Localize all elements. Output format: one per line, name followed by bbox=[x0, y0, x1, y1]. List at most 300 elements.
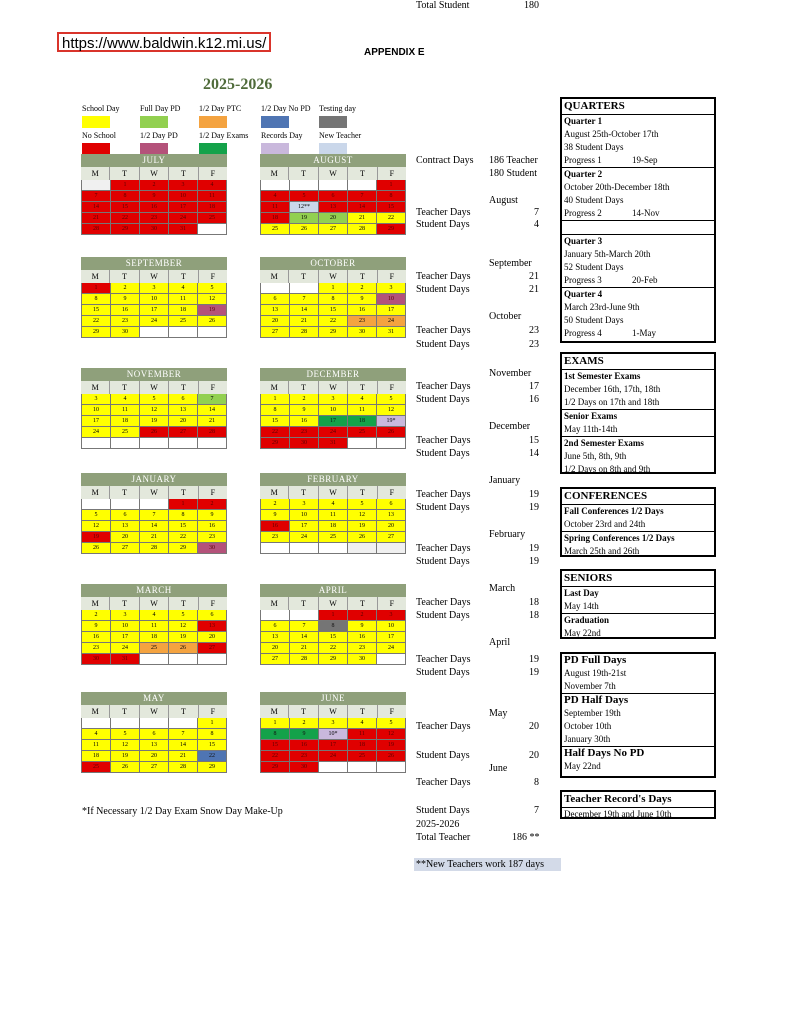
day-cell bbox=[260, 283, 290, 294]
month-name: JUNE bbox=[260, 692, 406, 705]
box-row-text: 40 Student Days bbox=[564, 195, 624, 205]
day-cell bbox=[348, 762, 377, 773]
conferences-box bbox=[560, 487, 716, 557]
week-row bbox=[81, 416, 227, 427]
week-row bbox=[260, 610, 406, 621]
box-row-text: Progress 4 bbox=[564, 328, 602, 338]
day-cell bbox=[111, 438, 140, 449]
day-cell: 15 bbox=[319, 632, 348, 643]
box-row bbox=[562, 396, 714, 409]
weekday-header bbox=[81, 167, 227, 180]
day-cell: 14 bbox=[81, 202, 111, 213]
month-may bbox=[81, 692, 227, 773]
day-cell: 30 bbox=[290, 438, 319, 449]
day-cell: 9 bbox=[111, 294, 140, 305]
day-count-text: 186 Teacher bbox=[489, 155, 538, 166]
day-cell: 25 bbox=[260, 224, 290, 235]
box-row bbox=[562, 261, 714, 274]
day-cell: 16 bbox=[81, 632, 111, 643]
day-cell: 31 bbox=[319, 438, 348, 449]
day-count-text: 19 bbox=[529, 502, 539, 513]
week-row bbox=[81, 180, 227, 191]
day-cell bbox=[260, 543, 290, 554]
day-cell: 27 bbox=[198, 643, 227, 654]
day-cell: 10 bbox=[169, 191, 198, 202]
week-row bbox=[81, 294, 227, 305]
day-cell: 23 bbox=[290, 751, 319, 762]
day-cell: 16 bbox=[348, 632, 377, 643]
box-row bbox=[562, 248, 714, 261]
day-cell: 1 bbox=[111, 180, 140, 191]
day-count-text: 4 bbox=[534, 219, 539, 230]
day-cell bbox=[198, 654, 227, 665]
day-cell: 2 bbox=[198, 499, 227, 510]
day-cell: 27 bbox=[319, 224, 348, 235]
day-cell: 19 bbox=[140, 416, 169, 427]
day-cell bbox=[81, 438, 111, 449]
box-row bbox=[562, 531, 714, 545]
day-cell: 30 bbox=[140, 224, 169, 235]
month-november bbox=[81, 368, 227, 449]
day-cell: 6 bbox=[140, 729, 169, 740]
day-cell: 15 bbox=[260, 416, 290, 427]
box-row-text: May 22nd bbox=[564, 761, 601, 771]
box-row-text: August 25th-October 17th bbox=[564, 129, 659, 139]
box-row bbox=[562, 370, 714, 383]
weekday-label: T bbox=[348, 705, 377, 718]
day-count-text: Teacher Days bbox=[416, 325, 471, 336]
appendix-label: APPENDIX E bbox=[364, 47, 425, 58]
day-cell: 9 bbox=[290, 729, 319, 740]
day-count-text: 20 bbox=[529, 721, 539, 732]
day-cell: 28 bbox=[140, 543, 169, 554]
day-cell: 25 bbox=[198, 213, 227, 224]
legend-swatch bbox=[319, 116, 347, 128]
box-row-text: Senior Exams bbox=[564, 411, 618, 421]
box-row-text: PD Half Days bbox=[564, 694, 629, 706]
day-cell bbox=[169, 327, 198, 338]
day-cell: 18 bbox=[169, 305, 198, 316]
box-row bbox=[562, 808, 714, 821]
legend-label: Testing day bbox=[319, 104, 356, 113]
legend-swatch bbox=[261, 116, 289, 128]
week-row bbox=[81, 740, 227, 751]
day-cell bbox=[198, 224, 227, 235]
day-cell: 12 bbox=[198, 294, 227, 305]
week-row bbox=[260, 762, 406, 773]
day-cell: 15 bbox=[169, 521, 198, 532]
day-count-text: Student Days bbox=[416, 750, 470, 761]
day-cell bbox=[290, 610, 319, 621]
day-cell: 20 bbox=[140, 751, 169, 762]
box-row-text: January 30th bbox=[564, 734, 611, 744]
day-cell: 3 bbox=[319, 718, 348, 729]
day-cell: 15 bbox=[260, 740, 290, 751]
day-cell: 18 bbox=[198, 202, 227, 213]
day-count-text: Total Teacher bbox=[416, 832, 471, 843]
day-cell: 3 bbox=[377, 610, 406, 621]
day-cell: 3 bbox=[290, 499, 319, 510]
day-cell: 29 bbox=[319, 327, 348, 338]
box-row bbox=[562, 587, 714, 600]
day-count-text: February bbox=[489, 529, 526, 540]
day-cell bbox=[319, 180, 348, 191]
box-row-text: January 5th-March 20th bbox=[564, 249, 651, 259]
day-cell: 30 bbox=[348, 654, 377, 665]
day-cell: 27 bbox=[377, 532, 406, 543]
day-cell bbox=[81, 180, 111, 191]
box-row-text: Quarter 4 bbox=[564, 289, 603, 299]
day-cell: 22 bbox=[111, 213, 140, 224]
day-count-text: Student Days bbox=[416, 284, 470, 295]
box-row-text: October 10th bbox=[564, 721, 612, 731]
day-cell: 26 bbox=[111, 762, 140, 773]
day-cell: 8 bbox=[377, 191, 406, 202]
records-days-box bbox=[560, 790, 716, 819]
day-count-text: Student Days bbox=[416, 502, 470, 513]
day-cell: 6 bbox=[198, 610, 227, 621]
weekday-label: T bbox=[110, 597, 139, 610]
legend-label: No School bbox=[82, 131, 116, 140]
weekday-label: M bbox=[81, 381, 110, 394]
website-link[interactable]: https://www.baldwin.k12.mi.us/ bbox=[57, 32, 271, 52]
box-row-text: 1/2 Days on 17th and 18th bbox=[564, 397, 660, 407]
day-cell bbox=[81, 718, 111, 729]
week-row bbox=[260, 416, 406, 427]
day-count-text: Student Days bbox=[416, 219, 470, 230]
box-row-text: Quarter 2 bbox=[564, 169, 603, 179]
day-cell: 18 bbox=[348, 740, 377, 751]
day-cell: 30 bbox=[81, 654, 111, 665]
day-cell: 21 bbox=[290, 643, 319, 654]
day-cell bbox=[169, 718, 198, 729]
week-row bbox=[260, 224, 406, 235]
weekday-label: M bbox=[81, 597, 110, 610]
day-cell: 8 bbox=[111, 191, 140, 202]
weekday-label: F bbox=[210, 488, 216, 497]
weekday-label: F bbox=[389, 707, 395, 716]
box-row bbox=[562, 746, 714, 760]
legend-label: New Teacher bbox=[319, 131, 362, 140]
weekday-header bbox=[260, 486, 406, 499]
day-count-text: Teacher Days bbox=[416, 435, 471, 446]
weekday-label: T bbox=[348, 167, 377, 180]
box-row-text: 38 Student Days bbox=[564, 142, 624, 152]
weekday-label: W bbox=[319, 597, 348, 610]
day-cell: 2 bbox=[290, 394, 319, 405]
day-cell: 8 bbox=[198, 729, 227, 740]
month-name: JANUARY bbox=[81, 473, 227, 486]
box-row bbox=[562, 733, 714, 746]
seniors-box bbox=[560, 569, 716, 639]
legend-label: 1/2 Day PD bbox=[140, 131, 178, 140]
box-row-text: June 5th, 8th, 9th bbox=[564, 451, 627, 461]
box-title: CONFERENCES bbox=[562, 489, 714, 505]
day-cell: 28 bbox=[348, 224, 377, 235]
week-row bbox=[260, 718, 406, 729]
day-cell: 30 bbox=[348, 327, 377, 338]
week-row bbox=[81, 729, 227, 740]
week-row bbox=[81, 499, 227, 510]
day-cell: 13 bbox=[260, 632, 290, 643]
weekday-label: T bbox=[110, 381, 139, 394]
weekday-header bbox=[260, 597, 406, 610]
footnote: *If Necessary 1/2 Day Exam Snow Day Make-Up bbox=[82, 806, 283, 817]
month-february bbox=[260, 473, 406, 554]
box-row-text: Graduation bbox=[564, 615, 610, 625]
day-cell: 3 bbox=[319, 394, 348, 405]
day-cell: 18 bbox=[319, 521, 348, 532]
box-row-text: 1/2 Days on 8th and 9th bbox=[564, 464, 651, 474]
box-row bbox=[562, 545, 714, 558]
day-cell: 23 bbox=[260, 532, 290, 543]
day-cell: 29 bbox=[198, 762, 227, 773]
day-cell: 17 bbox=[81, 416, 111, 427]
weekday-label: F bbox=[389, 488, 395, 497]
week-row bbox=[81, 427, 227, 438]
box-row-text: September 19th bbox=[564, 708, 621, 718]
day-count-text: Teacher Days bbox=[416, 381, 471, 392]
day-cell: 12 bbox=[111, 740, 140, 751]
day-cell: 27 bbox=[169, 427, 198, 438]
day-cell: 23 bbox=[111, 316, 140, 327]
day-count-text: 19 bbox=[529, 543, 539, 554]
day-cell: 13 bbox=[140, 740, 169, 751]
day-cell: 2 bbox=[81, 610, 111, 621]
weekday-label: W bbox=[140, 270, 169, 283]
day-count-text: Contract Days bbox=[416, 155, 474, 166]
box-row-text: March 25th and 26th bbox=[564, 546, 640, 556]
day-cell: 17 bbox=[111, 632, 140, 643]
day-count-text: Student Days bbox=[416, 805, 470, 816]
week-row bbox=[260, 327, 406, 338]
weekday-label: M bbox=[260, 381, 289, 394]
day-cell: 13 bbox=[198, 621, 227, 632]
box-row-date: 1-May bbox=[632, 328, 656, 338]
day-cell: 26 bbox=[377, 751, 406, 762]
box-row bbox=[562, 128, 714, 141]
week-row bbox=[81, 202, 227, 213]
day-cell: 15 bbox=[81, 305, 111, 316]
day-cell: 14 bbox=[140, 521, 169, 532]
day-count-text: 16 bbox=[529, 394, 539, 405]
day-count-text: Student Days bbox=[416, 339, 470, 350]
weekday-label: M bbox=[81, 270, 110, 283]
box-row-text: Half Days No PD bbox=[564, 747, 645, 759]
week-row bbox=[81, 718, 227, 729]
day-cell: 12 bbox=[81, 521, 111, 532]
day-cell: 10 bbox=[111, 621, 140, 632]
day-cell: 19 bbox=[169, 632, 198, 643]
day-cell: 26 bbox=[198, 316, 227, 327]
day-cell: 1 bbox=[319, 610, 348, 621]
day-cell: 16 bbox=[290, 740, 319, 751]
box-row bbox=[562, 627, 714, 640]
weekday-label: T bbox=[169, 270, 198, 283]
day-cell bbox=[198, 438, 227, 449]
weekday-header bbox=[260, 705, 406, 718]
day-cell bbox=[140, 327, 169, 338]
day-cell: 10 bbox=[290, 510, 319, 521]
day-cell bbox=[140, 718, 169, 729]
day-cell: 14 bbox=[198, 405, 227, 416]
weekday-label: T bbox=[169, 381, 198, 394]
week-row bbox=[260, 621, 406, 632]
box-row bbox=[562, 436, 714, 450]
day-cell: 7 bbox=[198, 394, 227, 405]
week-row bbox=[260, 316, 406, 327]
day-count-text: November bbox=[489, 368, 532, 379]
week-row bbox=[260, 643, 406, 654]
day-cell bbox=[377, 762, 406, 773]
day-cell: 8 bbox=[319, 621, 348, 632]
day-cell: 4 bbox=[81, 729, 111, 740]
week-row bbox=[81, 654, 227, 665]
day-count-text: 14 bbox=[529, 448, 539, 459]
day-cell: 7 bbox=[81, 191, 111, 202]
box-row-text: Last Day bbox=[564, 588, 599, 598]
box-row-text: PD Full Days bbox=[564, 654, 627, 666]
day-cell: 11 bbox=[198, 191, 227, 202]
day-count-text: August bbox=[489, 195, 518, 206]
day-cell: 14 bbox=[169, 740, 198, 751]
day-count-text: 15 bbox=[529, 435, 539, 446]
box-row bbox=[562, 274, 714, 287]
week-row bbox=[260, 405, 406, 416]
week-row bbox=[81, 213, 227, 224]
day-cell: 12 bbox=[169, 621, 198, 632]
day-cell: 30 bbox=[198, 543, 227, 554]
weekday-label: T bbox=[110, 270, 139, 283]
box-title: EXAMS bbox=[562, 354, 714, 370]
box-title: QUARTERS bbox=[562, 99, 714, 115]
day-cell: 26 bbox=[348, 532, 377, 543]
legend-swatch bbox=[82, 116, 110, 128]
day-count-text: 17 bbox=[529, 381, 539, 392]
week-row bbox=[81, 621, 227, 632]
day-cell: 29 bbox=[260, 762, 290, 773]
day-count-text: June bbox=[489, 763, 508, 774]
day-cell: 27 bbox=[111, 543, 140, 554]
month-april bbox=[260, 584, 406, 665]
day-count-text: 21 bbox=[529, 284, 539, 295]
weekday-header bbox=[260, 167, 406, 180]
day-cell bbox=[169, 654, 198, 665]
box-row bbox=[562, 518, 714, 531]
box-row bbox=[562, 234, 714, 248]
day-cell: 19 bbox=[111, 751, 140, 762]
month-june bbox=[260, 692, 406, 773]
day-cell: 20 bbox=[198, 632, 227, 643]
day-cell: 9 bbox=[81, 621, 111, 632]
day-cell: 10* bbox=[319, 729, 348, 740]
day-count-text: Student Days bbox=[416, 448, 470, 459]
week-row bbox=[260, 283, 406, 294]
day-cell: 5 bbox=[377, 718, 406, 729]
legend-label: Full Day PD bbox=[140, 104, 181, 113]
box-row bbox=[562, 409, 714, 423]
weekday-label: T bbox=[169, 597, 198, 610]
month-name: AUGUST bbox=[260, 154, 406, 167]
day-cell: 4 bbox=[111, 394, 140, 405]
day-cell bbox=[198, 327, 227, 338]
day-cell: 17 bbox=[290, 521, 319, 532]
day-cell: 10 bbox=[140, 294, 169, 305]
weekday-label: T bbox=[289, 381, 318, 394]
day-count-text: 18 bbox=[529, 597, 539, 608]
day-cell: 4 bbox=[198, 180, 227, 191]
day-count-text: Teacher Days bbox=[416, 654, 471, 665]
day-count-text: 19 bbox=[529, 556, 539, 567]
box-row bbox=[562, 760, 714, 773]
day-cell: 8 bbox=[260, 405, 290, 416]
weekday-label: W bbox=[140, 597, 169, 610]
weekday-label: F bbox=[210, 383, 216, 392]
day-cell: 13 bbox=[319, 202, 348, 213]
box-row bbox=[562, 423, 714, 436]
day-cell: 9 bbox=[140, 191, 169, 202]
day-cell: 28 bbox=[290, 654, 319, 665]
box-row bbox=[562, 115, 714, 128]
box-row-text: Quarter 1 bbox=[564, 116, 603, 126]
week-row bbox=[260, 294, 406, 305]
weekday-label: W bbox=[140, 381, 169, 394]
day-cell: 13 bbox=[169, 405, 198, 416]
day-cell bbox=[140, 654, 169, 665]
day-cell: 15 bbox=[319, 305, 348, 316]
box-row-text: March 23rd-June 9th bbox=[564, 302, 640, 312]
day-cell: 7 bbox=[290, 621, 319, 632]
day-cell: 28 bbox=[169, 762, 198, 773]
month-name: MAY bbox=[81, 692, 227, 705]
box-title: SENIORS bbox=[562, 571, 714, 587]
weekday-label: M bbox=[260, 597, 289, 610]
day-cell: 24 bbox=[319, 427, 348, 438]
month-july bbox=[81, 154, 227, 235]
weekday-label: T bbox=[110, 486, 139, 499]
day-cell: 13 bbox=[377, 510, 406, 521]
day-cell: 25 bbox=[348, 427, 377, 438]
week-row bbox=[81, 394, 227, 405]
week-row bbox=[81, 224, 227, 235]
new-teacher-note: **New Teachers work 187 days bbox=[414, 858, 561, 871]
day-count-text: 8 bbox=[534, 777, 539, 788]
day-cell: 24 bbox=[111, 643, 140, 654]
box-row bbox=[562, 680, 714, 693]
box-row bbox=[562, 167, 714, 181]
day-count-text: October bbox=[489, 311, 522, 322]
day-cell: 1 bbox=[81, 283, 111, 294]
day-cell: 24 bbox=[377, 643, 406, 654]
day-cell: 22 bbox=[81, 316, 111, 327]
weekday-label: M bbox=[81, 167, 110, 180]
day-cell: 4 bbox=[348, 718, 377, 729]
weekday-label: T bbox=[289, 705, 318, 718]
day-count-text: September bbox=[489, 258, 532, 269]
weekday-label: W bbox=[319, 486, 348, 499]
day-count-text: April bbox=[489, 637, 511, 648]
day-cell: 19 bbox=[348, 521, 377, 532]
week-row bbox=[260, 751, 406, 762]
day-count-text: Student Days bbox=[416, 667, 470, 678]
day-cell: 17 bbox=[319, 740, 348, 751]
weekday-label: W bbox=[140, 486, 169, 499]
day-cell: 6 bbox=[377, 499, 406, 510]
weekday-label: T bbox=[110, 705, 139, 718]
day-cell: 20 bbox=[260, 643, 290, 654]
day-cell: 11 bbox=[348, 405, 377, 416]
legend-label: 1/2 Day PTC bbox=[199, 104, 242, 113]
